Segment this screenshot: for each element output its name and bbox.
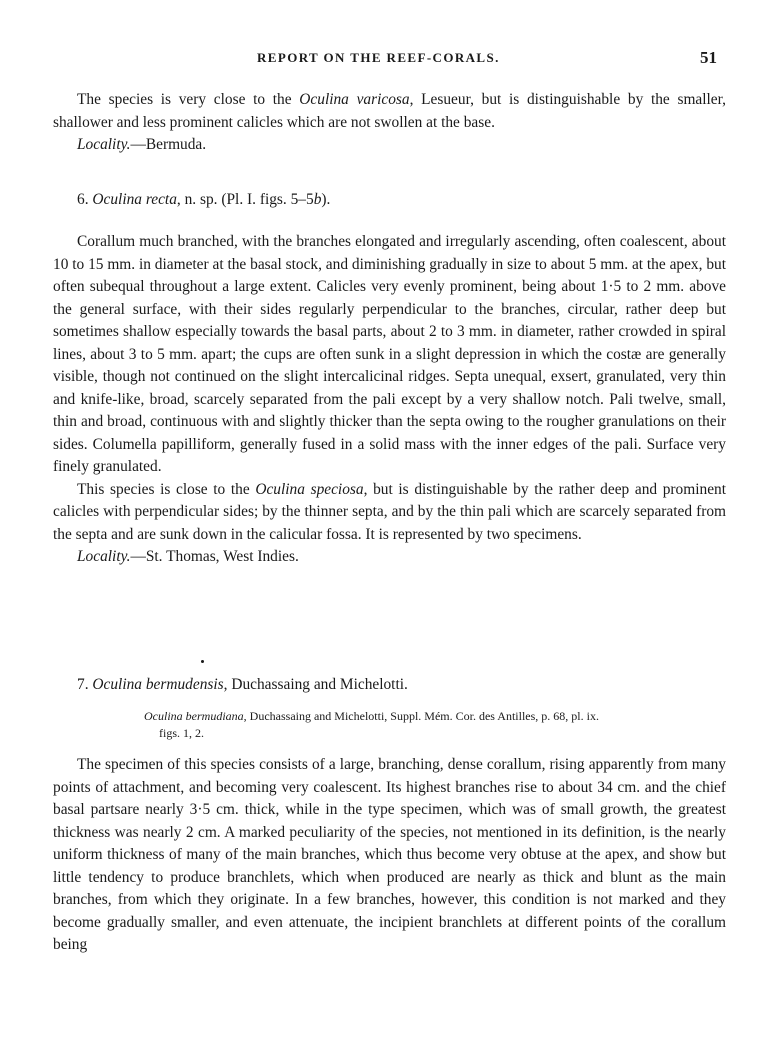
- species-heading-7: 7. Oculina bermudensis, Duchassaing and Michelotti.: [77, 676, 408, 693]
- species-name: Oculina varicosa: [299, 91, 410, 108]
- species-6-section: [53, 231, 726, 569]
- species-name: Oculina speciosa: [255, 480, 364, 498]
- page-number: 51: [700, 48, 717, 67]
- locality-value: —Bermuda.: [130, 136, 207, 153]
- species-name: Oculina bermudiana: [144, 709, 244, 723]
- species-name: Oculina recta: [92, 191, 177, 208]
- intro-paragraph: The species is very close to the Oculina varicosa, Lesueur, but is distinguishable by the smaller, shallower and less prominent calicles which are not swollen at the base.: [53, 91, 726, 131]
- locality-line: [53, 546, 726, 569]
- locality-label: Locality.: [77, 548, 131, 565]
- species-7-section: [53, 754, 726, 957]
- locality-line: [53, 134, 726, 157]
- locality-value: —St. Thomas, West Indies.: [130, 548, 299, 565]
- species-6-comparison: This species is close to the Oculina speciosa, but is distinguishable by the rather deep and prominent calicles with perpendicular sides; by the thinner septa, and by the thin pali which are scarcely separated from the septa and are sunk down in the calicular fossa. It is represented by two specimens.: [53, 480, 726, 543]
- intro-section: [53, 89, 726, 157]
- species-heading-6: 6. Oculina recta, n. sp. (Pl. I. figs. 5–5b).: [77, 191, 331, 208]
- locality-label: Locality.: [77, 136, 131, 153]
- synonymy-reference: Oculina bermudiana, Duchassaing and Michelotti, Suppl. Mém. Cor. des Antilles, p. 68, pl. ix. figs. 1, 2.: [144, 709, 599, 740]
- running-title: REPORT ON THE REEF-CORALS.: [257, 50, 500, 65]
- stray-mark: [201, 660, 204, 663]
- species-name: Oculina bermudensis: [92, 676, 224, 693]
- species-6-description: Corallum much branched, with the branches elongated and irregularly ascending, often coalescent, about 10 to 15 mm. in diameter at the basal stock, and diminishing gradually in size to about 5 mm. at the apex, but often subequal throughout a large extent. Calicles very evenly prominent, being about 1·5 to 2 mm. above the general surface, with their sides regularly perpendicular to the branches, circular, rather deep but sometimes shallow especially towards the basal parts, about 2 to 3 mm. in diameter, rather crowded in spiral lines, about 3 to 5 mm. apart; the cups are often sunk in a slight depression in which the costæ are generally visible, though not continued on the slight intercalicinal ridges. Septa unequal, exsert, granulated, very thin and knife-like, broad, scarcely separated from the pali except by a very shallow notch. Pali twelve, small, thin and broad, continuous with and slightly thicker than the septa owing to the rougher granulations on their sides. Columella papilliform, generally fused in a solid mass with the inner edges of the pali. Surface very finely granulated.: [53, 233, 726, 475]
- species-7-description: The specimen of this species consists of a large, branching, dense corallum, rising apparently from many points of attachment, and becoming very coalescent. Its highest branches rise to about 34 cm. and the chief basal partsare nearly 3·5 cm. thick, while in the type specimen, which was of small growth, the greatest thickness was nearly 2 cm. A marked peculiarity of the species, not mentioned in its definition, is the nearly uniform thickness of many of the main branches, which thus become very obtuse at the apex, and show but little tendency to produce branchlets, which when produced are nearly as thick and blunt as the main branches, from which they originate. In a few branches, however, this condition is not marked and they become gradually smaller, and even attenuate, the incipient branchlets at different points of the corallum being: [53, 756, 726, 953]
